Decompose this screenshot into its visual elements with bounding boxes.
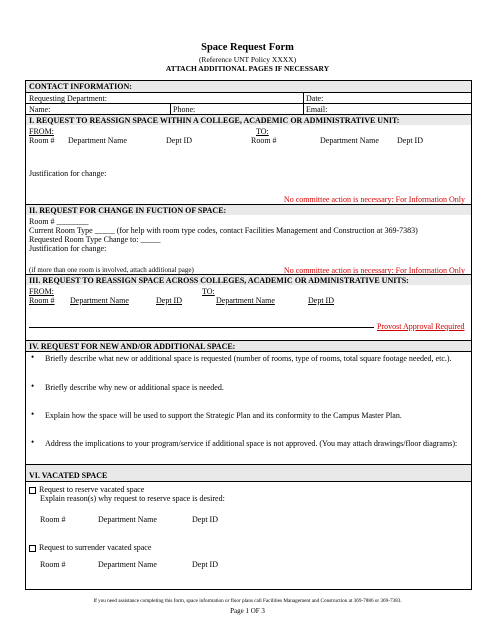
section1-to-dept-name[interactable]: Department Name bbox=[320, 136, 379, 145]
name-field[interactable]: Name: bbox=[29, 105, 51, 114]
section1-from-room[interactable]: Room # bbox=[29, 136, 55, 145]
section1-to: TO: bbox=[256, 127, 269, 136]
form-frame bbox=[25, 80, 472, 590]
surrender-option[interactable] bbox=[29, 543, 151, 552]
section3-from: FROM: bbox=[29, 287, 54, 296]
divider bbox=[26, 351, 471, 352]
section1-justification[interactable]: Justification for change: bbox=[29, 169, 107, 178]
assistance-footer: If you need assistance completing this form, space information or floor plans call Facilities Management and Construction at 369-7886 or 369-7383. bbox=[93, 598, 402, 604]
section4-heading: IV. REQUEST FOR NEW AND/OR ADDITIONAL SPACE: bbox=[29, 342, 236, 351]
checkbox-icon[interactable] bbox=[29, 487, 36, 494]
section1-from-dept-id[interactable]: Dept ID bbox=[166, 136, 192, 145]
divider bbox=[26, 103, 471, 104]
bullet-icon: • bbox=[31, 409, 35, 419]
divider bbox=[170, 103, 171, 114]
bullet-icon: • bbox=[31, 437, 35, 447]
section2-heading: II. REQUEST FOR CHANGE IN FUCTION OF SPACE: bbox=[29, 206, 227, 215]
section6-heading: VI. VACATED SPACE bbox=[29, 471, 108, 480]
section1-to-dept-id[interactable]: Dept ID bbox=[397, 136, 423, 145]
reserve-dept-name[interactable]: Department Name bbox=[98, 515, 157, 524]
section1-info-note: No committee action is necessary: For Information Only bbox=[283, 195, 465, 204]
section1-from: FROM: bbox=[29, 127, 54, 136]
section3-from-dept-id[interactable]: Dept ID bbox=[156, 296, 182, 305]
reserve-reason[interactable]: Explain reason(s) why request to reserve space is desired: bbox=[40, 494, 225, 503]
page-number: Page 1 OF 3 bbox=[230, 607, 265, 615]
section2-requested-type[interactable]: Requested Room Type Change to: _____ bbox=[29, 235, 161, 244]
reserve-dept-id[interactable]: Dept ID bbox=[192, 515, 218, 524]
section3-provost-approval: Provost Approval Required bbox=[377, 322, 465, 331]
attach-note: ATTACH ADDITIONAL PAGES IF NECESSARY bbox=[165, 64, 330, 73]
divider bbox=[26, 481, 471, 482]
section2-multiple-note: (if more than one room is involved, attach additional page) bbox=[29, 266, 194, 274]
checkbox-icon[interactable] bbox=[29, 545, 36, 552]
section3-to-dept-id[interactable]: Dept ID bbox=[308, 296, 334, 305]
section1-to-room[interactable]: Room # bbox=[251, 136, 277, 145]
section3-from-room[interactable]: Room # bbox=[29, 296, 55, 305]
section4-bullet-3[interactable]: Explain how the space will be used to support the Strategic Plan and its conformity to the Campus Master Plan. bbox=[45, 411, 402, 420]
section3-heading: III. REQUEST TO REASSIGN SPACE ACROSS COLLEGES, ACADEMIC OR ADMINISTRATIVE UNITS: bbox=[29, 276, 409, 285]
section2-current-type[interactable]: Current Room Type _____ (for help with room type codes, contact Facilities Management and Construction at 369-7383) bbox=[29, 226, 418, 235]
section3-to-dept-name[interactable]: Department Name bbox=[216, 296, 275, 305]
email-field[interactable]: Email: bbox=[306, 105, 328, 114]
section1-from-dept-name[interactable]: Department Name bbox=[68, 136, 127, 145]
reserve-option[interactable] bbox=[29, 485, 144, 494]
bullet-icon: • bbox=[31, 352, 35, 362]
form-title: Space Request Form bbox=[201, 42, 294, 53]
section3-from-dept-name[interactable]: Department Name bbox=[70, 296, 129, 305]
date-field[interactable]: Date: bbox=[306, 94, 324, 103]
section4-bullet-4[interactable]: Address the implications to your program/service if additional space is not approved. (You may attach drawings/floor diagrams): bbox=[45, 439, 458, 448]
reserve-room[interactable]: Room # bbox=[40, 515, 66, 524]
bullet-icon: • bbox=[31, 381, 35, 391]
surrender-label: Request to surrender vacated space bbox=[39, 543, 152, 552]
surrender-dept-name[interactable]: Department Name bbox=[98, 560, 157, 569]
reserve-label: Request to reserve vacated space bbox=[39, 485, 145, 494]
surrender-dept-id[interactable]: Dept ID bbox=[192, 560, 218, 569]
contact-heading: CONTACT INFORMATION: bbox=[29, 82, 132, 91]
requesting-department-field[interactable]: Requesting Department: bbox=[29, 94, 107, 103]
divider bbox=[26, 92, 471, 93]
section2-room[interactable]: Room # ________ bbox=[29, 217, 89, 226]
section3-signature-line[interactable] bbox=[29, 327, 374, 328]
section2-justification[interactable]: Justification for change: bbox=[29, 244, 107, 253]
section1-heading: I. REQUEST TO REASSIGN SPACE WITHIN A COLLEGE, ACADEMIC OR ADMINISTRATIVE UNIT: bbox=[29, 116, 400, 125]
section2-info-note: No committee action is necessary: For Information Only bbox=[283, 266, 465, 275]
surrender-room[interactable]: Room # bbox=[40, 560, 66, 569]
section3-to: TO: bbox=[202, 287, 215, 296]
section4-bullet-2[interactable]: Briefly describe why new or additional space is needed. bbox=[45, 383, 224, 392]
section4-bullet-1[interactable]: Briefly describe what new or additional space is requested (number of rooms, type of rooms, total square footage needed, etc.). bbox=[45, 354, 452, 363]
policy-reference: (Reference UNT Policy XXXX) bbox=[198, 55, 297, 64]
phone-field[interactable]: Phone: bbox=[173, 105, 196, 114]
